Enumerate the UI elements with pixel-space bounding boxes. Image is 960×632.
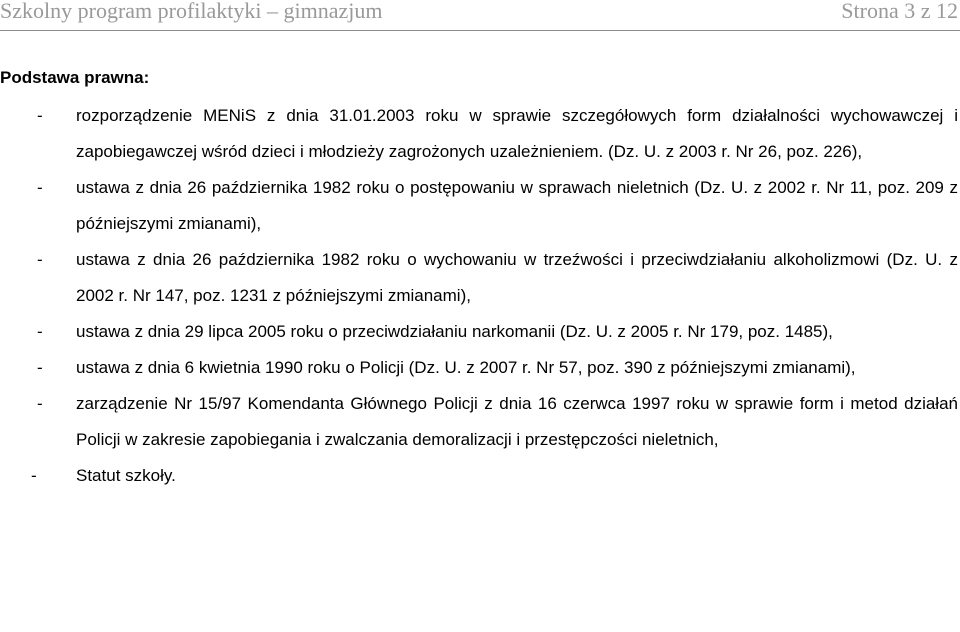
list-bullet: -: [37, 106, 43, 125]
list-item: [0, 386, 960, 458]
document-body: [0, 62, 960, 494]
list-bullet: -: [31, 466, 37, 485]
header-divider: [0, 30, 960, 31]
list-item-text: ustawa z dnia 6 kwietnia 1990 roku o Policji (Dz. U. z 2007 r. Nr 57, poz. 390 z późniejszymi zmianami),: [76, 358, 856, 377]
document-title: Szkolny program profilaktyki – gimnazjum: [0, 0, 383, 23]
list-item-text: zarządzenie Nr 15/97 Komendanta Głównego Policji z dnia 16 czerwca 1997 roku w sprawie form i metod działań Policji w zakresie zapobiegania i zwalczania demoralizacji i przestępczości nieletnich,: [76, 394, 958, 449]
list-item-text: rozporządzenie MENiS z dnia 31.01.2003 roku w sprawie szczegółowych form działalności wychowawczej i zapobiegawczej wśród dzieci i młodzieży zagrożonych uzależnieniem. (Dz. U. z 2003 r. Nr 26, poz. 226),: [76, 106, 958, 161]
list-item: [0, 98, 960, 170]
list-item: [0, 350, 960, 386]
page-number: Strona 3 z 12: [841, 0, 958, 23]
list-bullet: -: [37, 178, 43, 197]
list-bullet: -: [37, 250, 43, 269]
list-bullet: -: [37, 394, 43, 413]
list-item: [0, 314, 960, 350]
legal-basis-list: [0, 98, 960, 494]
section-heading: Podstawa prawna:: [0, 68, 150, 87]
list-item: [0, 170, 960, 242]
list-item-text: ustawa z dnia 26 października 1982 roku o postępowaniu w sprawach nieletnich (Dz. U. z 2002 r. Nr 11, poz. 209 z późniejszymi zmianami),: [76, 178, 958, 233]
list-item-text: Statut szkoły.: [76, 466, 176, 485]
list-item-text: ustawa z dnia 26 października 1982 roku o wychowaniu w trzeźwości i przeciwdziałaniu alkoholizmowi (Dz. U. z 2002 r. Nr 147, poz. 1231 z późniejszymi zmianami),: [76, 250, 958, 305]
list-item-text: ustawa z dnia 29 lipca 2005 roku o przeciwdziałaniu narkomanii (Dz. U. z 2005 r. Nr 179, poz. 1485),: [76, 322, 833, 341]
list-item: [0, 242, 960, 314]
list-bullet: -: [37, 358, 43, 377]
list-item: [0, 458, 960, 494]
page-header: [0, 0, 960, 38]
list-bullet: -: [37, 322, 43, 341]
